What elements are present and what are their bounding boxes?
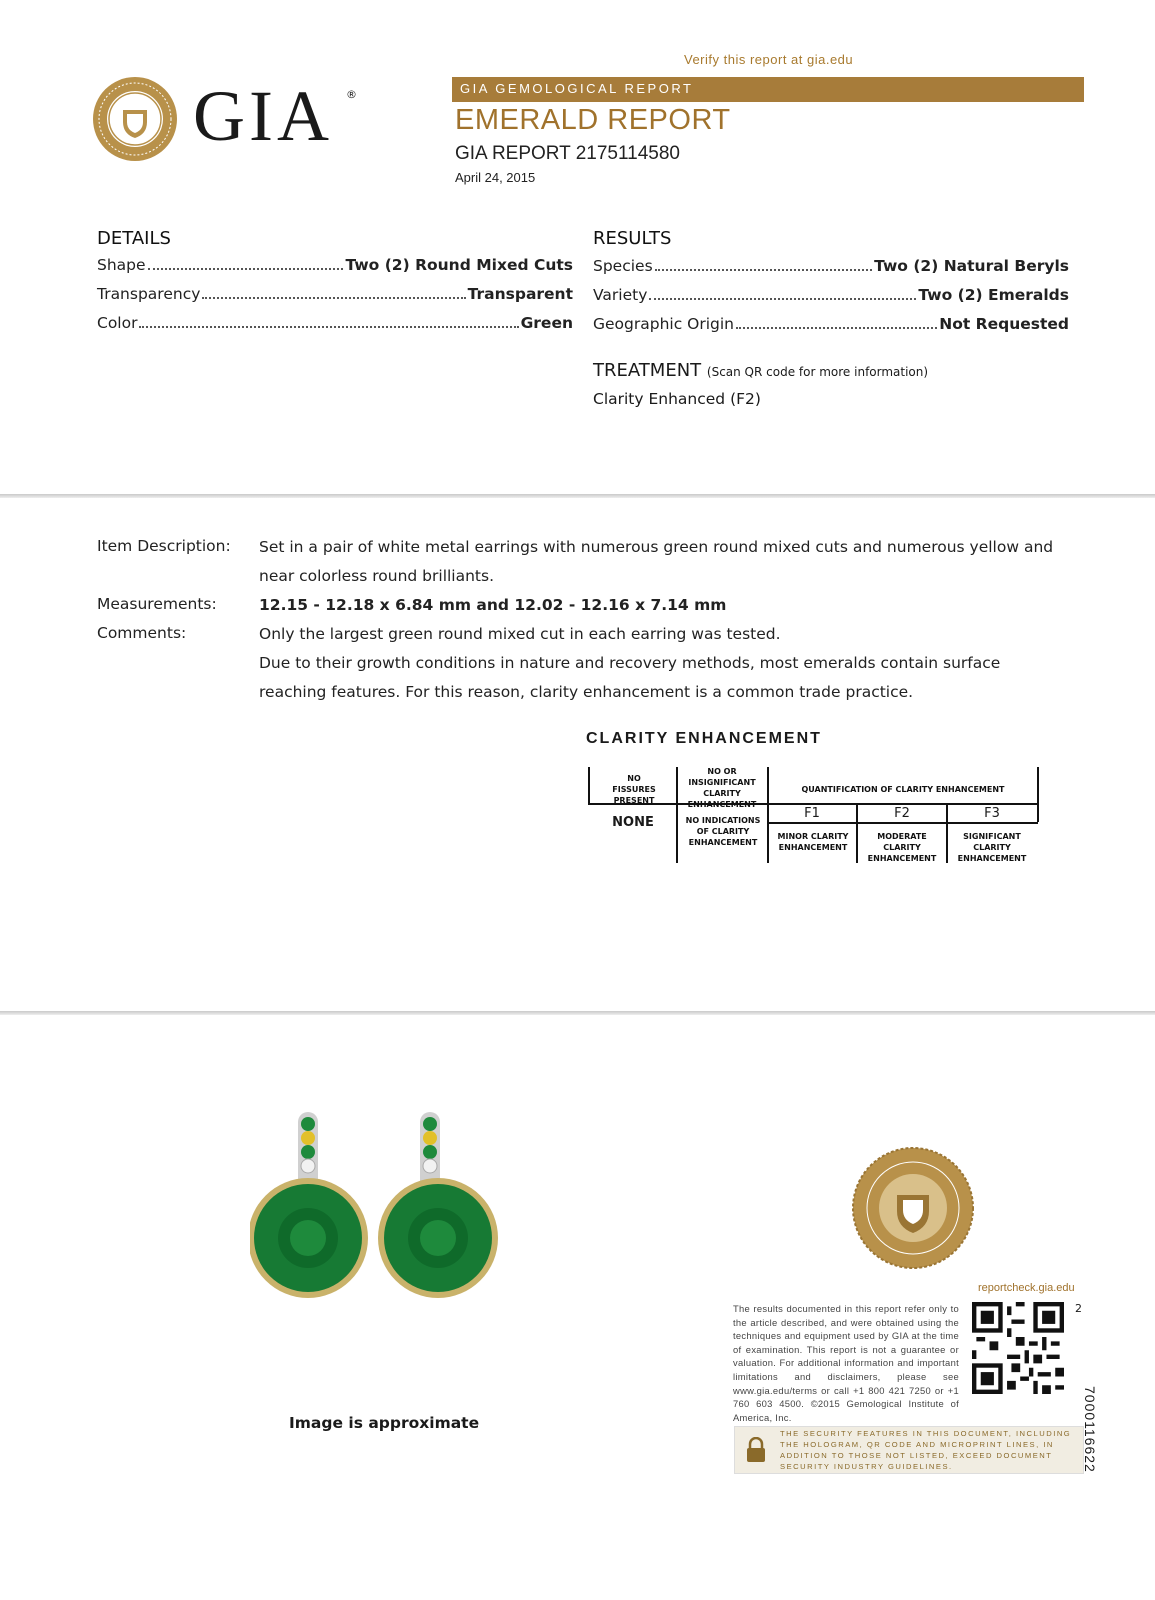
treatment-heading-text: TREATMENT (593, 360, 702, 381)
table-line (676, 767, 678, 863)
report-number: GIA REPORT 2175114580 (455, 143, 680, 164)
row-label: Geographic Origin (593, 315, 735, 333)
measurements-label: Measurements: (97, 595, 217, 613)
comment-2: Due to their growth conditions in nature and recovery methods, most emeralds contain surface reaching features. For this reason, clarity enhancement is a common trade practice. (259, 654, 1001, 701)
details-row-transparency (97, 285, 573, 314)
item-description-text: Set in a pair of white metal earrings with numerous green round mixed cuts and numerous yellow and near colorless round brilliants. (259, 538, 1054, 585)
row-label: Species (593, 257, 653, 275)
row-label: Color (97, 314, 138, 332)
details-list (97, 256, 573, 343)
earring-right (378, 1112, 498, 1298)
grade-f3-code: F3 (984, 806, 1000, 821)
grade-f1-desc: MINOR CLARITY ENHANCEMENT (777, 832, 849, 852)
table-line (767, 822, 1038, 824)
row-value: Green (520, 314, 573, 332)
results-list (593, 257, 1069, 344)
details-row-color (97, 314, 573, 343)
details-heading: DETAILS (97, 228, 171, 249)
row-value: Two (2) Round Mixed Cuts (345, 256, 573, 274)
row-label: Shape (97, 256, 146, 274)
row-label: Transparency (97, 285, 201, 303)
report-type-label: GIA GEMOLOGICAL REPORT (460, 81, 694, 96)
col-quantification: QUANTIFICATION OF CLARITY ENHANCEMENT (801, 785, 1005, 794)
lock-icon (745, 1437, 767, 1463)
col-insignificant: NO OR INSIGNIFICANT CLARITY ENHANCEMENT (687, 767, 757, 809)
clarity-enhancement-title: CLARITY ENHANCEMENT (586, 730, 822, 747)
gia-seal-logo (92, 76, 178, 162)
registered-mark: ® (346, 88, 357, 101)
col-no-fissures: NO FISSURES PRESENT (612, 774, 656, 805)
row-value: Not Requested (939, 315, 1069, 333)
row-value: Transparent (467, 285, 573, 303)
report-title: EMERALD REPORT (455, 104, 731, 136)
security-notice-text: THE SECURITY FEATURES IN THIS DOCUMENT, INCLUDING THE HOLOGRAM, QR CODE AND MICROPRINT LINES, IN ADDITION TO THOSE NOT LISTED, EXCEED DOCUMENT SECURITY INDUSTRY GUIDELINES. (780, 1429, 1072, 1471)
results-row-variety (593, 286, 1069, 315)
treatment-value: Clarity Enhanced (F2) (593, 390, 761, 408)
gia-seal-gold (852, 1147, 974, 1269)
grade-f3-desc: SIGNIFICANT CLARITY ENHANCEMENT (957, 832, 1027, 863)
grade-f1-code: F1 (804, 806, 820, 821)
measurements-text: 12.15 - 12.18 x 6.84 mm and 12.02 - 12.16 x 7.14 mm (259, 596, 727, 614)
grade-f2-code: F2 (894, 806, 910, 821)
image-caption: Image is approximate (289, 1414, 480, 1432)
details-row-shape (97, 256, 573, 285)
fold-line (0, 1011, 1155, 1015)
results-row-species (593, 257, 1069, 286)
report-date: April 24, 2015 (455, 170, 536, 185)
qr-code[interactable] (972, 1302, 1064, 1394)
table-line (946, 805, 948, 863)
table-line (588, 767, 590, 803)
comment-1: Only the largest green round mixed cut in each earring was tested. (259, 625, 781, 643)
reportcheck-link[interactable]: reportcheck.gia.edu (978, 1282, 1075, 1294)
serial-number: 7000116622 (1082, 1386, 1098, 1473)
comments-label: Comments: (97, 624, 187, 642)
fold-line (0, 494, 1155, 498)
treatment-heading (593, 360, 928, 381)
no-indications: NO INDICATIONS OF CLARITY ENHANCEMENT (685, 816, 761, 847)
earrings-image (250, 1108, 510, 1308)
treatment-note: (Scan QR code for more information) (706, 365, 929, 379)
results-row-origin (593, 315, 1069, 344)
qr-page-number: 2 (1075, 1302, 1082, 1315)
row-label: Variety (593, 286, 648, 304)
results-heading: RESULTS (593, 228, 672, 249)
verify-link[interactable]: Verify this report at gia.edu (684, 52, 854, 67)
table-line (1037, 767, 1039, 822)
grade-f2-desc: MODERATE CLARITY ENHANCEMENT (867, 832, 937, 863)
gia-wordmark: GIA (193, 76, 333, 156)
none-value: NONE (612, 815, 654, 830)
row-value: Two (2) Natural Beryls (874, 257, 1069, 275)
table-line (767, 767, 769, 863)
row-value: Two (2) Emeralds (918, 286, 1069, 304)
table-line (856, 805, 858, 863)
disclaimer-text: The results documented in this report refer only to the article described, and were obtained using the techniques and equipment used by GIA at the time of examination. This report is not a guarantee or valuation. For additional information and important limitations and disclaimers, please see www.gia.edu/terms or call +1 800 421 7250 or +1 760 603 4500. ©2015 Gemological Institute of America, Inc. (733, 1303, 959, 1423)
report-type-bar (452, 77, 1084, 102)
item-description-label: Item Description: (97, 537, 231, 555)
earring-left (250, 1112, 368, 1298)
